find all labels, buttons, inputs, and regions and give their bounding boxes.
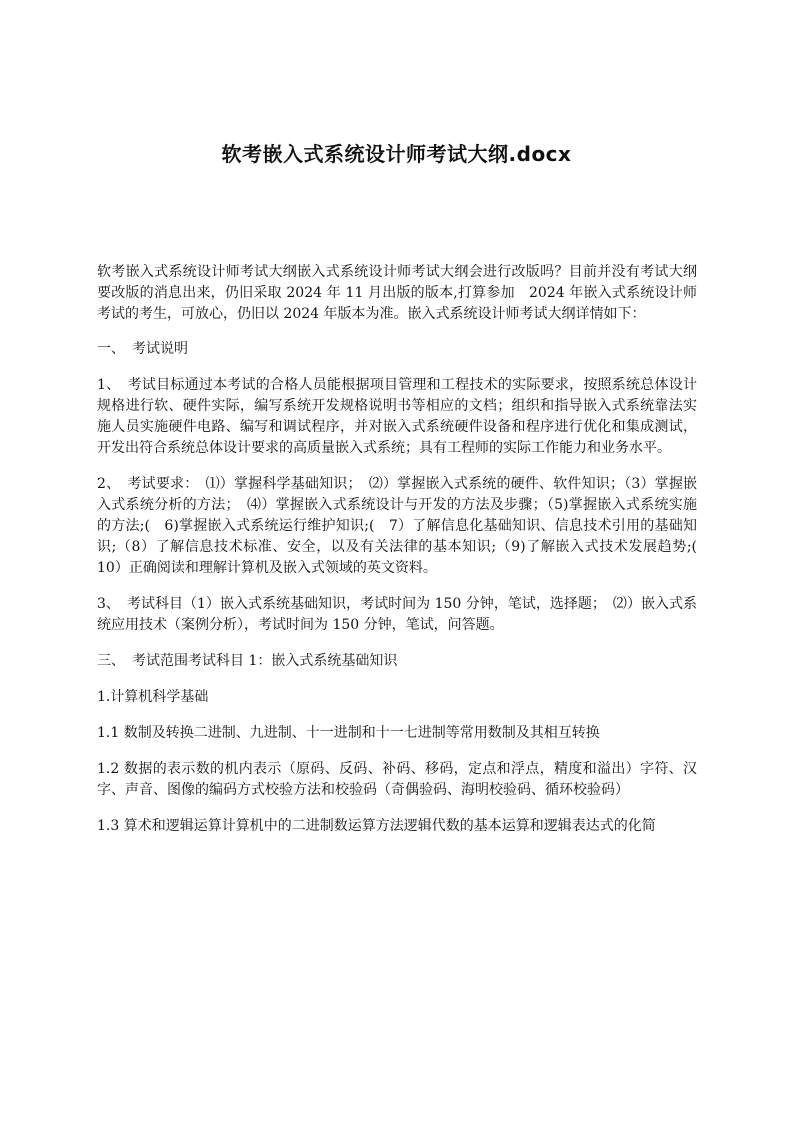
subsection-heading-computer-science: 1.计算机科学基础 (97, 689, 209, 705)
exam-goal-paragraph: 1、 考试目标通过本考试的合格人员能根据项目管理和工程技术的实际要求，按照系统总体设计规格进行软、硬件实际，编写系统开发规格说明书等相应的文档；组织和指导嵌入式系统靠法实施人员实施硬件电路、编写和调试程序，并对嵌入式系统硬件设备和程序进行优化和集成测试，开发出符合系统总体设计要求的高质量嵌入式系统；具有工程师的实际工作能力和业务水平。 (97, 377, 697, 456)
section-heading-exam-scope: 三、 考试范围考试科目 1：嵌入式系统基础知识 (97, 653, 398, 669)
document-title: 软考嵌入式系统设计师考试大纲.docx (221, 142, 572, 166)
item-1-1-paragraph: 1.1 数制及转换二进制、九进制、十一进制和十一七进制等常用数制及其相互转换 (97, 725, 600, 741)
exam-subjects-paragraph: 3、 考试科目（1）嵌入式系统基础知识，考试时间为 150 分钟，笔试，选择题； ⑵）嵌入式系统应用技术（案例分析），考试时间为 150 分钟，笔试，问答题。 (97, 596, 697, 633)
exam-requirements-paragraph: 2、 考试要求： ⑴）掌握科学基础知识； ⑵）掌握嵌入式系统的硬件、软件知识；（3）掌握嵌入式系统分析的方法； ⑷）掌握嵌入式系统设计与开发的方法及步骤；（5)掌握嵌入式系统实施的方法;( 6)掌握嵌入式系统运行维护知识;( 7）了解信息化基础知识、信息技术引用的基础知识;（8）了解信息技术标准、安全，以及有关法律的基本知识;（9)了解嵌入式技术发展趋势;( 10）正确阅读和理解计算机及嵌入式领域的英文资料。 (97, 476, 711, 576)
item-1-2-paragraph: 1.2 数据的表示数的机内表示（原码、反码、补码、移码，定点和浮点，精度和溢出）字符、汉字、声音、图像的编码方式校验方法和校验码（奇偶验码、海明校验码、循环校验码） (97, 761, 697, 798)
document-body (97, 262, 711, 852)
intro-paragraph: 软考嵌入式系统设计师考试大纲嵌入式系统设计师考试大纲会进行改版吗？目前并没有考试大纲要改版的消息出来，仍旧采取 2024 年 11 月出版的版本,打算参加 2024 年嵌入式系统设计师考试的考生，可放心，仍旧以 2024 年版本为准。嵌入式系统设计师考试大纲详情如下： (97, 264, 697, 322)
item-1-3-paragraph: 1.3 算术和逻辑运算计算机中的二进制数运算方法逻辑代数的基本运算和逻辑表达式的化简 (97, 818, 656, 834)
section-heading-exam-description: 一、 考试说明 (97, 341, 188, 357)
